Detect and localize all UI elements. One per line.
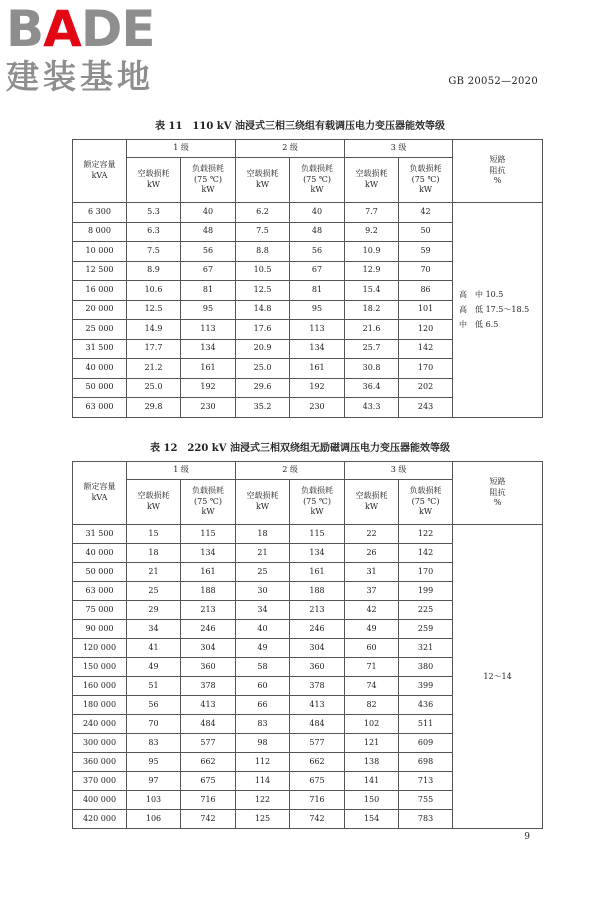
- value-cell: 134: [181, 339, 236, 359]
- value-cell: 138: [345, 753, 399, 772]
- value-cell: 8.9: [127, 261, 181, 281]
- value-cell: 230: [290, 398, 345, 418]
- value-cell: 246: [290, 620, 345, 639]
- value-cell: 161: [181, 563, 236, 582]
- header-level-3: 3 级: [345, 140, 453, 158]
- value-cell: 66: [236, 696, 290, 715]
- header-capacity: 额定容量 kVA: [73, 140, 127, 203]
- value-cell: 40: [236, 620, 290, 639]
- value-cell: 67: [290, 261, 345, 281]
- capacity-cell: 400 000: [73, 791, 127, 810]
- value-cell: 10.6: [127, 281, 181, 301]
- value-cell: 31: [345, 563, 399, 582]
- value-cell: 170: [399, 563, 453, 582]
- value-cell: 56: [181, 242, 236, 262]
- capacity-cell: 40 000: [73, 359, 127, 379]
- value-cell: 74: [345, 677, 399, 696]
- value-cell: 81: [181, 281, 236, 301]
- value-cell: 42: [399, 203, 453, 223]
- header-level-1: 1 级: [127, 140, 236, 158]
- value-cell: 81: [290, 281, 345, 301]
- value-cell: 25.0: [127, 378, 181, 398]
- value-cell: 484: [290, 715, 345, 734]
- value-cell: 609: [399, 734, 453, 753]
- value-cell: 304: [290, 639, 345, 658]
- value-cell: 86: [399, 281, 453, 301]
- value-cell: 7.7: [345, 203, 399, 223]
- value-cell: 113: [181, 320, 236, 340]
- value-cell: 7.5: [127, 242, 181, 262]
- value-cell: 40: [181, 203, 236, 223]
- value-cell: 134: [181, 544, 236, 563]
- header-level-1: 1 级: [127, 462, 236, 480]
- value-cell: 577: [290, 734, 345, 753]
- value-cell: 30.8: [345, 359, 399, 379]
- value-cell: 95: [290, 300, 345, 320]
- impedance-cell: [453, 525, 543, 829]
- value-cell: 141: [345, 772, 399, 791]
- value-cell: 48: [181, 222, 236, 242]
- value-cell: 25.0: [236, 359, 290, 379]
- header-load-loss: 负载损耗 (75 ℃) kW: [290, 158, 345, 203]
- capacity-cell: 75 000: [73, 601, 127, 620]
- value-cell: 29: [127, 601, 181, 620]
- header-load-loss: 负载损耗 (75 ℃) kW: [181, 158, 236, 203]
- value-cell: 67: [181, 261, 236, 281]
- capacity-cell: 360 000: [73, 753, 127, 772]
- header-noload-loss: 空载损耗 kW: [236, 480, 290, 525]
- value-cell: 83: [236, 715, 290, 734]
- value-cell: 26: [345, 544, 399, 563]
- value-cell: 56: [290, 242, 345, 262]
- value-cell: 230: [181, 398, 236, 418]
- value-cell: 413: [181, 696, 236, 715]
- value-cell: 40: [290, 203, 345, 223]
- header-noload-loss: 空载损耗 kW: [345, 158, 399, 203]
- value-cell: 17.7: [127, 339, 181, 359]
- value-cell: 29.8: [127, 398, 181, 418]
- value-cell: 82: [345, 696, 399, 715]
- value-cell: 304: [181, 639, 236, 658]
- capacity-cell: 10 000: [73, 242, 127, 262]
- table-12: [72, 461, 543, 829]
- value-cell: 25: [127, 582, 181, 601]
- table-11: [72, 139, 543, 418]
- value-cell: 60: [236, 677, 290, 696]
- value-cell: 662: [181, 753, 236, 772]
- value-cell: 259: [399, 620, 453, 639]
- value-cell: 246: [181, 620, 236, 639]
- value-cell: 56: [127, 696, 181, 715]
- value-cell: 380: [399, 658, 453, 677]
- value-cell: 95: [181, 300, 236, 320]
- value-cell: 150: [345, 791, 399, 810]
- value-cell: 192: [181, 378, 236, 398]
- value-cell: 21.2: [127, 359, 181, 379]
- header-load-loss: 负载损耗 (75 ℃) kW: [181, 480, 236, 525]
- value-cell: 70: [399, 261, 453, 281]
- value-cell: 49: [236, 639, 290, 658]
- value-cell: 14.9: [127, 320, 181, 340]
- header-impedance: 短路 阻抗 %: [453, 140, 543, 203]
- value-cell: 742: [181, 810, 236, 829]
- value-cell: 34: [127, 620, 181, 639]
- value-cell: 122: [236, 791, 290, 810]
- value-cell: 188: [181, 582, 236, 601]
- value-cell: 7.5: [236, 222, 290, 242]
- impedance-cell: [453, 203, 543, 418]
- value-cell: 511: [399, 715, 453, 734]
- impedance-line: 12～14: [483, 672, 512, 681]
- table-row: [73, 203, 543, 223]
- header-capacity: 额定容量 kVA: [73, 462, 127, 525]
- value-cell: 113: [290, 320, 345, 340]
- value-cell: 662: [290, 753, 345, 772]
- value-cell: 48: [290, 222, 345, 242]
- value-cell: 199: [399, 582, 453, 601]
- header-load-loss: 负载损耗 (75 ℃) kW: [399, 480, 453, 525]
- value-cell: 243: [399, 398, 453, 418]
- value-cell: 34: [236, 601, 290, 620]
- value-cell: 6.2: [236, 203, 290, 223]
- logo-wordmark: BADE: [6, 0, 155, 58]
- table-11-caption: 表 11 110 kV 油浸式三相三绕组有载调压电力变压器能效等级: [155, 121, 445, 132]
- value-cell: 36.4: [345, 378, 399, 398]
- header-load-loss: 负载损耗 (75 ℃) kW: [399, 158, 453, 203]
- value-cell: 202: [399, 378, 453, 398]
- value-cell: 98: [236, 734, 290, 753]
- value-cell: 10.5: [236, 261, 290, 281]
- value-cell: 115: [290, 525, 345, 544]
- value-cell: 213: [290, 601, 345, 620]
- value-cell: 134: [290, 339, 345, 359]
- capacity-cell: 370 000: [73, 772, 127, 791]
- capacity-cell: 300 000: [73, 734, 127, 753]
- capacity-cell: 6 300: [73, 203, 127, 223]
- value-cell: 49: [345, 620, 399, 639]
- capacity-cell: 63 000: [73, 398, 127, 418]
- header-load-loss: 负载损耗 (75 ℃) kW: [290, 480, 345, 525]
- capacity-cell: 50 000: [73, 563, 127, 582]
- value-cell: 10.9: [345, 242, 399, 262]
- value-cell: 161: [290, 359, 345, 379]
- header-noload-loss: 空载损耗 kW: [236, 158, 290, 203]
- value-cell: 15.4: [345, 281, 399, 301]
- value-cell: 114: [236, 772, 290, 791]
- brand-logo: [6, 2, 155, 96]
- capacity-cell: 12 500: [73, 261, 127, 281]
- capacity-cell: 8 000: [73, 222, 127, 242]
- value-cell: 106: [127, 810, 181, 829]
- value-cell: 142: [399, 339, 453, 359]
- value-cell: 21: [127, 563, 181, 582]
- value-cell: 30: [236, 582, 290, 601]
- value-cell: 51: [127, 677, 181, 696]
- value-cell: 755: [399, 791, 453, 810]
- impedance-line: 中 低 6.5: [459, 320, 499, 330]
- capacity-cell: 25 000: [73, 320, 127, 340]
- value-cell: 121: [345, 734, 399, 753]
- value-cell: 577: [181, 734, 236, 753]
- value-cell: 9.2: [345, 222, 399, 242]
- value-cell: 120: [399, 320, 453, 340]
- value-cell: 25.7: [345, 339, 399, 359]
- value-cell: 12.9: [345, 261, 399, 281]
- capacity-cell: 16 000: [73, 281, 127, 301]
- value-cell: 18: [127, 544, 181, 563]
- value-cell: 413: [290, 696, 345, 715]
- value-cell: 192: [290, 378, 345, 398]
- value-cell: 95: [127, 753, 181, 772]
- value-cell: 399: [399, 677, 453, 696]
- value-cell: 716: [290, 791, 345, 810]
- capacity-cell: 90 000: [73, 620, 127, 639]
- logo-subtitle: 建装基地: [6, 57, 154, 96]
- value-cell: 41: [127, 639, 181, 658]
- value-cell: 14.8: [236, 300, 290, 320]
- value-cell: 161: [181, 359, 236, 379]
- value-cell: 58: [236, 658, 290, 677]
- capacity-cell: 420 000: [73, 810, 127, 829]
- value-cell: 101: [399, 300, 453, 320]
- value-cell: 60: [345, 639, 399, 658]
- header-level-2: 2 级: [236, 140, 345, 158]
- value-cell: 154: [345, 810, 399, 829]
- value-cell: 5.3: [127, 203, 181, 223]
- value-cell: 713: [399, 772, 453, 791]
- value-cell: 378: [181, 677, 236, 696]
- value-cell: 783: [399, 810, 453, 829]
- capacity-cell: 63 000: [73, 582, 127, 601]
- value-cell: 102: [345, 715, 399, 734]
- capacity-cell: 50 000: [73, 378, 127, 398]
- value-cell: 18.2: [345, 300, 399, 320]
- header-level-2: 2 级: [236, 462, 345, 480]
- value-cell: 71: [345, 658, 399, 677]
- value-cell: 29.6: [236, 378, 290, 398]
- standard-number: GB 20052—2020: [448, 76, 538, 87]
- value-cell: 59: [399, 242, 453, 262]
- value-cell: 20.9: [236, 339, 290, 359]
- value-cell: 436: [399, 696, 453, 715]
- capacity-cell: 31 500: [73, 339, 127, 359]
- value-cell: 742: [290, 810, 345, 829]
- value-cell: 21.6: [345, 320, 399, 340]
- value-cell: 103: [127, 791, 181, 810]
- value-cell: 125: [236, 810, 290, 829]
- value-cell: 321: [399, 639, 453, 658]
- impedance-line: 高 低 17.5～18.5: [459, 305, 530, 315]
- capacity-cell: 40 000: [73, 544, 127, 563]
- value-cell: 15: [127, 525, 181, 544]
- value-cell: 142: [399, 544, 453, 563]
- value-cell: 37: [345, 582, 399, 601]
- header-level-3: 3 级: [345, 462, 453, 480]
- value-cell: 378: [290, 677, 345, 696]
- value-cell: 484: [181, 715, 236, 734]
- header-impedance: 短路 阻抗 %: [453, 462, 543, 525]
- page-number: 9: [524, 832, 530, 842]
- value-cell: 225: [399, 601, 453, 620]
- value-cell: 112: [236, 753, 290, 772]
- value-cell: 21: [236, 544, 290, 563]
- value-cell: 716: [181, 791, 236, 810]
- capacity-cell: 20 000: [73, 300, 127, 320]
- value-cell: 213: [181, 601, 236, 620]
- value-cell: 42: [345, 601, 399, 620]
- value-cell: 8.8: [236, 242, 290, 262]
- value-cell: 12.5: [127, 300, 181, 320]
- table-12-caption: 表 12 220 kV 油浸式三相双绕组无励磁调压电力变压器能效等级: [150, 443, 450, 454]
- value-cell: 6.3: [127, 222, 181, 242]
- capacity-cell: 31 500: [73, 525, 127, 544]
- value-cell: 12.5: [236, 281, 290, 301]
- value-cell: 188: [290, 582, 345, 601]
- value-cell: 698: [399, 753, 453, 772]
- header-noload-loss: 空载损耗 kW: [127, 480, 181, 525]
- capacity-cell: 120 000: [73, 639, 127, 658]
- value-cell: 161: [290, 563, 345, 582]
- value-cell: 675: [290, 772, 345, 791]
- value-cell: 675: [181, 772, 236, 791]
- capacity-cell: 150 000: [73, 658, 127, 677]
- value-cell: 43.3: [345, 398, 399, 418]
- header-noload-loss: 空载损耗 kW: [127, 158, 181, 203]
- impedance-line: 高 中 10.5: [459, 290, 504, 300]
- value-cell: 97: [127, 772, 181, 791]
- value-cell: 17.6: [236, 320, 290, 340]
- value-cell: 22: [345, 525, 399, 544]
- table-row: [73, 525, 543, 544]
- value-cell: 83: [127, 734, 181, 753]
- value-cell: 50: [399, 222, 453, 242]
- value-cell: 134: [290, 544, 345, 563]
- value-cell: 35.2: [236, 398, 290, 418]
- capacity-cell: 240 000: [73, 715, 127, 734]
- value-cell: 122: [399, 525, 453, 544]
- value-cell: 170: [399, 359, 453, 379]
- value-cell: 70: [127, 715, 181, 734]
- value-cell: 360: [290, 658, 345, 677]
- value-cell: 49: [127, 658, 181, 677]
- value-cell: 18: [236, 525, 290, 544]
- capacity-cell: 180 000: [73, 696, 127, 715]
- value-cell: 115: [181, 525, 236, 544]
- capacity-cell: 160 000: [73, 677, 127, 696]
- value-cell: 25: [236, 563, 290, 582]
- value-cell: 360: [181, 658, 236, 677]
- header-noload-loss: 空载损耗 kW: [345, 480, 399, 525]
